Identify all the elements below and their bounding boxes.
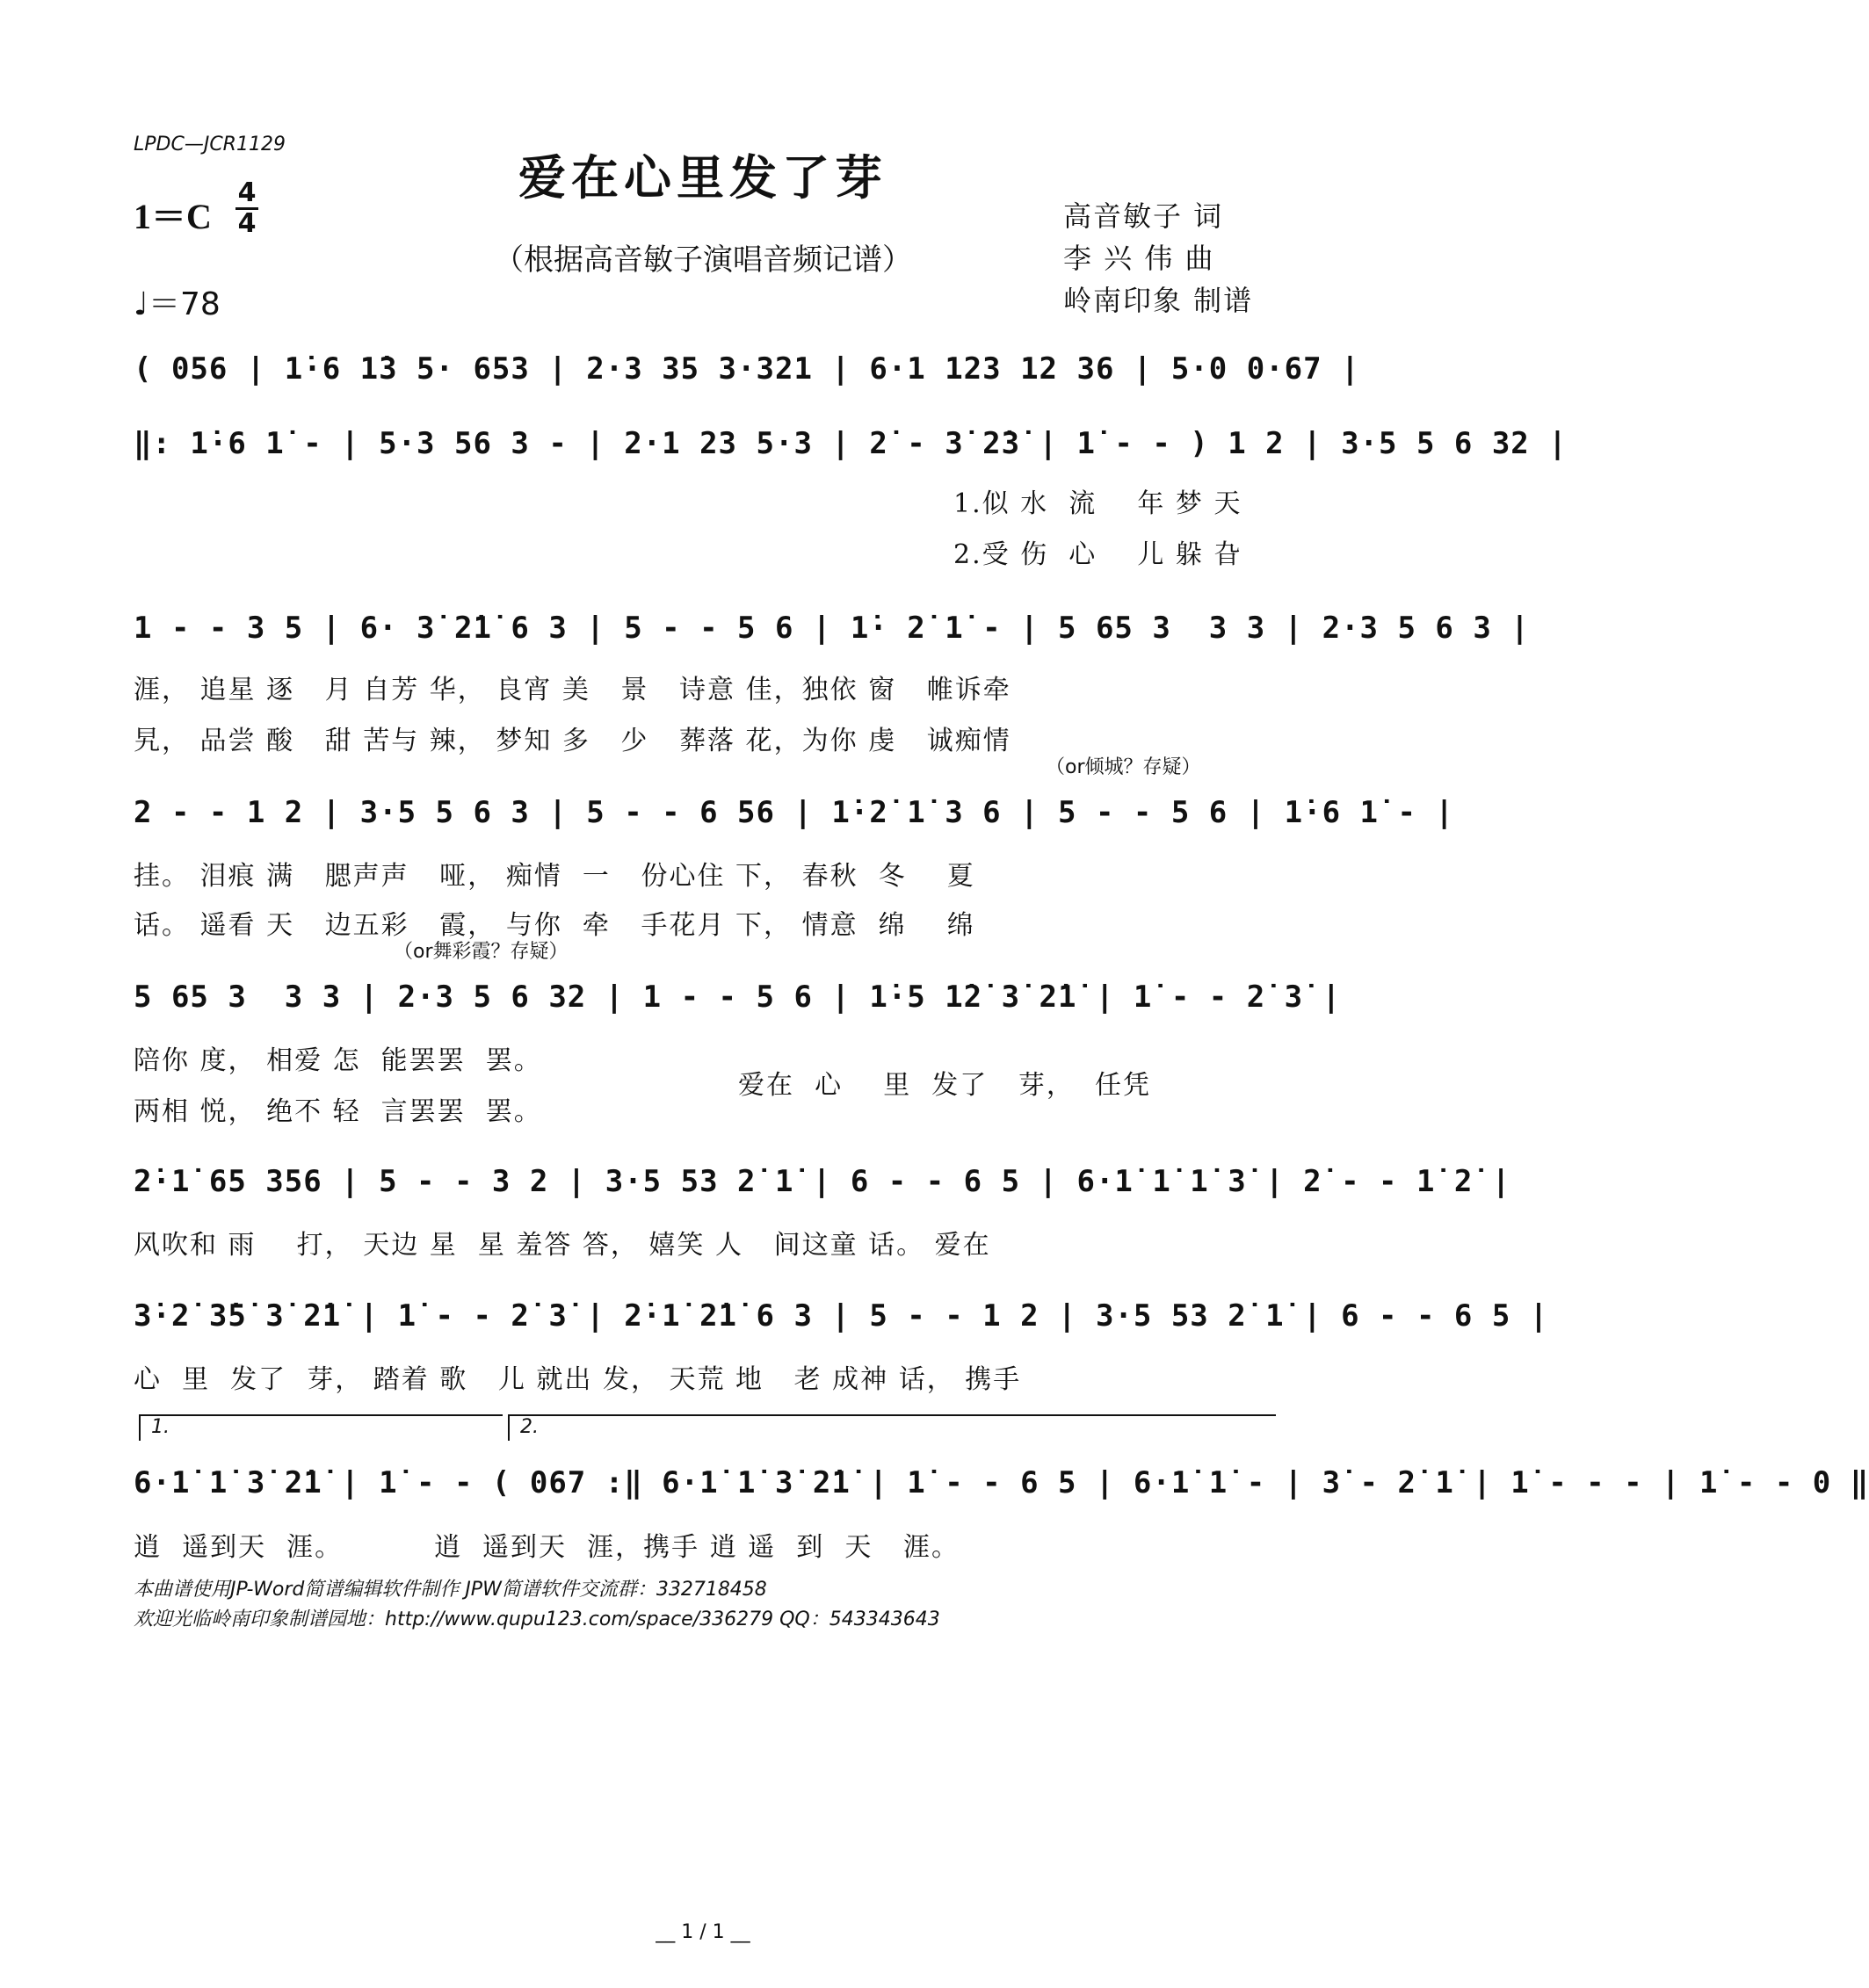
- key-signature: 1＝C: [134, 197, 212, 236]
- tempo-marking: ♩＝78: [134, 286, 221, 322]
- lyric-line-5-chorus: 爱在 心 里 发了 芽， 任凭: [738, 1070, 1151, 1101]
- lyric-line-3-verse-2: 旯， 品尝 酸 甜 苦与 辣， 梦知 多 少 葬落 花，为你 虔 诚痴情: [134, 726, 1011, 756]
- meter-bottom: 4: [237, 208, 257, 239]
- lyric-line-4-verse-2: 话。 遥看 天 边五彩 霞， 与你 牵 手花月 下， 情意 绵 绵: [134, 910, 975, 941]
- arranger-credit: 岭南印象 制谱: [1063, 284, 1254, 317]
- volta-1: 1.: [139, 1414, 503, 1441]
- composer-credit: 李 兴 伟 曲: [1063, 242, 1215, 275]
- lyric-line-2-verse-1: 1.似 水 流 年 梦 天: [953, 488, 1242, 519]
- credits: [1063, 195, 1253, 322]
- score-line-3: 1 - - 3 5 | 6· 3̇ 2̇1̇ 6 3 | 5 - - 5 6 | 1̇· 2̇ 1̇ - | 5 65 3 3 3 | 2·3 5 6 3 |: [134, 611, 1530, 646]
- score-line-4: 2 - - 1 2 | 3·5 5 6 3 | 5 - - 6 56 | 1̇·2̇ 1̇ 3 6 | 5 - - 5 6 | 1̇·6 1̇ - |: [134, 795, 1454, 830]
- lyric-line-5-verse-2: 两相 悦， 绝不 轻 言罢罢 罢。: [134, 1096, 542, 1127]
- lyric-line-7: 心 里 发了 芽， 踏着 歌 儿 就出 发， 天荒 地 老 成神 话， 携手: [134, 1364, 1022, 1395]
- score-line-7: 3̇·2̇ 3̇5̇ 3̇ 2̇1̇ | 1̇ - - 2̇ 3̇ | 2̇·1̇ 2̇1̇ 6 3 | 5 - - 1 2 | 3·5 53 2̇ 1̇ | 6 - - 6 5 |: [134, 1298, 1549, 1334]
- annotation-note-1: （or倾城？存疑）: [1046, 756, 1201, 778]
- song-subtitle: （根据高音敏子演唱音频记谱）: [494, 242, 912, 278]
- meter-top: 4: [237, 177, 257, 208]
- lyric-line-8: 逍 遥到天 涯。 逍 遥到天 涯，携手 逍 遥 到 天 涯。: [134, 1532, 960, 1563]
- lyric-line-4-verse-1: 挂。 泪痕 满 腮声声 哑， 痴情 一 份心住 下， 春秋 冬 夏: [134, 861, 975, 892]
- lyric-line-6: 风吹和 雨 打， 天边 星 星 羞答 答， 嬉笑 人 间这童 话。 爱在: [134, 1230, 991, 1261]
- score-line-8: 6·1̇ 1̇ 3̇ 2̇1̇ | 1̇ - - ( 067 :‖ 6·1̇ 1̇ 3̇ 2̇1̇ | 1̇ - - 6 5 | 6·1̇ 1̇ - | 3̇ - 2̇ 1̇ | 1̇ - - - | 1̇ - - 0 ‖: [134, 1465, 1869, 1500]
- time-signature: [235, 177, 258, 239]
- song-title: 爱在心里发了芽: [518, 149, 887, 206]
- lyric-line-2-verse-2: 2.受 伤 心 儿 躲 旮: [953, 539, 1242, 570]
- annotation-note-2: （or舞彩霞？存疑）: [394, 941, 569, 963]
- lyric-line-5-verse-1: 陪你 度， 相爱 怎 能罢罢 罢。: [134, 1045, 542, 1076]
- score-line-1: ( 056 | 1̇·6 1̇3 5· 653 | 2·3 35 3·321 | 6·1 123 12 36 | 5·0 0·67 |: [134, 351, 1360, 387]
- score-line-6: 2̇·1̇ 65 356 | 5 - - 3 2 | 3·5 53 2̇ 1̇ | 6 - - 6 5 | 6·1̇ 1̇ 1̇ 3̇ | 2̇ - - 1̇ 2̇ |: [134, 1164, 1511, 1199]
- score-line-2: ‖: 1̇·6 1̇ - | 5·3 56 3 - | 2·1 23 5·3 | 2̇ - 3̇ 2̇3̇ | 1̇ - - ) 1 2 | 3·5 5 6 32 |: [134, 426, 1568, 461]
- footer-software-note: 本曲谱使用JP-Word简谱编辑软件制作 JPW简谱软件交流群：332718458: [134, 1579, 767, 1601]
- volta-2: 2.: [508, 1414, 1276, 1441]
- catalog-number: LPDC—JCR1129: [134, 134, 286, 155]
- page-number: __ 1 / 1 __: [656, 1921, 750, 1943]
- lyricist-credit: 高音敏子 词: [1063, 199, 1224, 233]
- footer-website-note: 欢迎光临岭南印象制谱园地：http://www.qupu123.com/space/336279 QQ：543343643: [134, 1608, 940, 1630]
- score-line-5: 5 65 3 3 3 | 2·3 5 6 32 | 1 - - 5 6 | 1̇·5 1̇2̇ 3̇ 2̇1̇ | 1̇ - - 2̇ 3̇ |: [134, 980, 1342, 1015]
- lyric-line-3-verse-1: 涯， 追星 逐 月 自芳 华， 良宵 美 景 诗意 佳，独依 窗 帷诉牵: [134, 675, 1011, 705]
